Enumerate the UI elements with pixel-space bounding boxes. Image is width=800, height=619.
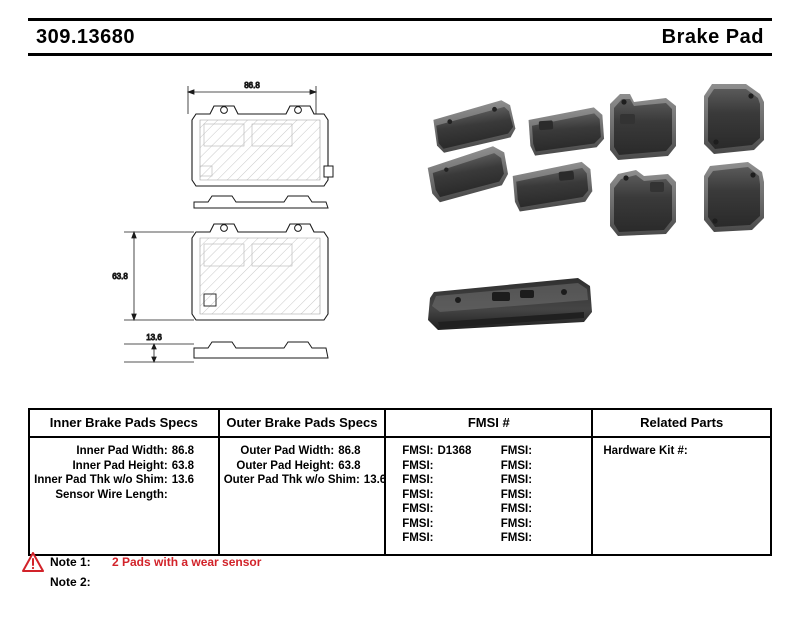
list-item (501, 502, 588, 517)
note-row-2 (50, 572, 550, 592)
list-item (34, 459, 214, 474)
product-photo-pad-set (426, 99, 605, 212)
fmsi-value (434, 489, 438, 501)
related-parts-list (597, 444, 766, 459)
fmsi-label: FMSI: (500, 445, 533, 457)
fmsi-column-right (489, 444, 588, 546)
inner-pad-height-value: 63.8 (171, 459, 195, 472)
fmsi-label: FMSI: (402, 517, 434, 530)
fmsi-value (532, 518, 536, 530)
fmsi-label: FMSI: (500, 503, 533, 515)
fmsi-value (434, 460, 438, 472)
cell-related-parts (592, 437, 770, 554)
list-item (402, 444, 489, 459)
list-item (402, 488, 489, 503)
list-item (402, 502, 489, 517)
product-photo-pad-edge (428, 278, 592, 330)
sensor-wire-length-label: Sensor Wire Length: (55, 488, 168, 501)
product-photo-pad-grid (610, 84, 764, 236)
warning-icon (22, 552, 44, 572)
inner-pad-thickness-value: 13.6 (171, 474, 195, 486)
column-header-outer-specs: Outer Brake Pads Specs (219, 410, 386, 437)
list-item (34, 488, 214, 503)
fmsi-value (434, 532, 438, 544)
outer-pad-thickness-value: 13.6 (363, 474, 387, 486)
note-2-label: Note 2: (50, 575, 91, 589)
fmsi-value (532, 445, 536, 457)
list-item (603, 444, 766, 459)
note-1-label: Note 1: (50, 555, 91, 569)
fmsi-value: D1368 (437, 445, 472, 457)
list-item (34, 444, 214, 459)
list-item (224, 459, 381, 474)
list-item (34, 473, 214, 488)
outer-pad-width-value: 86.8 (338, 445, 361, 457)
outer-pad-height-value: 63.8 (338, 459, 361, 472)
list-item (501, 444, 588, 459)
sensor-wire-length-value (172, 488, 214, 503)
list-item (501, 517, 588, 532)
cell-inner-specs (30, 437, 219, 554)
dimension-height-label: 63.8 (112, 272, 128, 281)
dimension-thickness-label: 13.6 (146, 333, 162, 342)
fmsi-label: FMSI: (500, 459, 533, 472)
cell-outer-specs (219, 437, 386, 554)
inner-pad-width-label: Inner Pad Width: (76, 445, 168, 457)
fmsi-label: FMSI: (402, 503, 434, 515)
list-item (402, 517, 489, 532)
technical-drawing-front-edge (194, 196, 328, 208)
inner-pad-width-value: 86.8 (171, 445, 195, 457)
fmsi-label: FMSI: (402, 445, 434, 457)
page-header (28, 18, 772, 56)
list-item (402, 473, 489, 488)
specs-header-row (30, 410, 770, 437)
column-header-related-parts: Related Parts (592, 410, 770, 437)
specs-body-row (30, 437, 770, 554)
fmsi-label: FMSI: (500, 474, 533, 486)
inner-specs-list (34, 444, 214, 502)
fmsi-label: FMSI: (402, 488, 434, 501)
list-item (223, 473, 387, 488)
list-item (501, 459, 588, 474)
hardware-kit-label: Hardware Kit #: (603, 445, 688, 457)
fmsi-label: FMSI: (402, 459, 434, 472)
list-item (402, 459, 489, 474)
outer-pad-thickness-label: Outer Pad Thk w/o Shim: (223, 474, 360, 486)
list-item (224, 444, 381, 459)
specs-table (28, 408, 772, 556)
brake-pad-drawings (28, 62, 772, 392)
inner-pad-thickness-label: Inner Pad Thk w/o Shim: (34, 474, 168, 486)
outer-pad-width-label: Outer Pad Width: (240, 445, 335, 457)
page-title: Brake Pad (661, 25, 764, 48)
fmsi-label: FMSI: (402, 474, 434, 486)
cell-fmsi (385, 437, 592, 554)
note-1-text: 2 Pads with a wear sensor (112, 555, 262, 569)
column-header-inner-specs: Inner Brake Pads Specs (30, 410, 219, 437)
fmsi-label: FMSI: (500, 488, 533, 501)
drawing-area (28, 62, 772, 392)
fmsi-value (434, 503, 438, 515)
fmsi-value (434, 474, 438, 486)
fmsi-label: FMSI: (500, 532, 533, 544)
notes-section (50, 552, 550, 592)
list-item (402, 531, 489, 546)
fmsi-label: FMSI: (500, 517, 533, 530)
fmsi-label: FMSI: (402, 532, 434, 544)
technical-drawing-side (112, 224, 328, 362)
technical-drawing-front (188, 81, 333, 186)
note-row-1 (50, 552, 550, 572)
fmsi-value (532, 460, 536, 472)
outer-pad-height-label: Outer Pad Height: (236, 459, 335, 472)
part-number: 309.13680 (36, 25, 136, 48)
list-item (501, 488, 588, 503)
fmsi-value (532, 489, 536, 501)
outer-specs-list (223, 444, 387, 488)
fmsi-value (532, 503, 536, 515)
list-item (501, 531, 588, 546)
fmsi-column-left (390, 444, 489, 546)
fmsi-value (434, 518, 438, 530)
fmsi-value (532, 474, 536, 486)
dimension-width-label-top: 86.8 (244, 81, 260, 90)
fmsi-value (532, 532, 536, 544)
column-header-fmsi: FMSI # (385, 410, 592, 437)
list-item (501, 473, 588, 488)
inner-pad-height-label: Inner Pad Height: (72, 459, 168, 472)
